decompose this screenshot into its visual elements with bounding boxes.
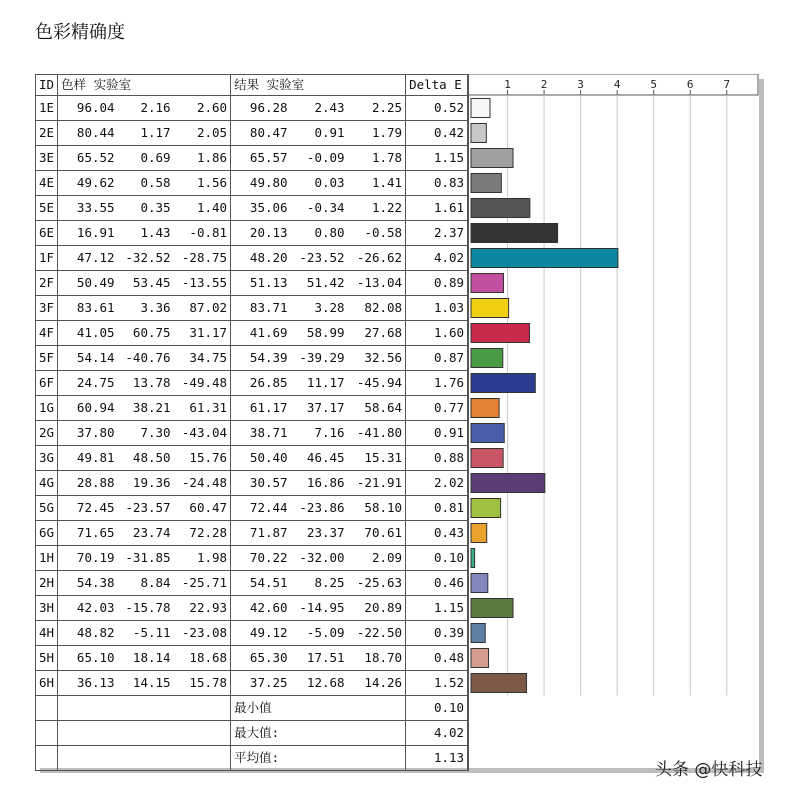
result-l: 65.30 (231, 646, 291, 671)
sample-a: 23.74 (118, 521, 174, 546)
sample-l: 80.44 (58, 121, 118, 146)
sample-l: 60.94 (58, 396, 118, 421)
color-accuracy-table (35, 74, 759, 768)
sample-b: -43.04 (174, 421, 231, 446)
result-l: 70.22 (231, 546, 291, 571)
data-table (35, 74, 468, 771)
result-b: 1.79 (348, 121, 406, 146)
sample-a: 1.17 (118, 121, 174, 146)
result-b: 14.26 (348, 671, 406, 696)
tick-label: 6 (686, 78, 694, 91)
bar-1F (471, 249, 618, 268)
bar-3E (471, 149, 513, 168)
row-id: 1G (36, 396, 58, 421)
bar-6H (471, 674, 527, 693)
sample-a: 19.36 (118, 471, 174, 496)
sample-b: -13.55 (174, 271, 231, 296)
table-row (36, 571, 468, 596)
result-a: -23.52 (291, 246, 348, 271)
tick-label: 3 (577, 78, 584, 91)
header-sample: 色样 实验室 (58, 75, 231, 96)
result-a: 23.37 (291, 521, 348, 546)
delta-e-value: 0.91 (406, 421, 468, 446)
result-l: 49.12 (231, 621, 291, 646)
table-row (36, 96, 468, 121)
result-l: 96.28 (231, 96, 291, 121)
sample-a: 8.84 (118, 571, 174, 596)
row-id: 5G (36, 496, 58, 521)
delta-e-value: 1.61 (406, 196, 468, 221)
table-row (36, 246, 468, 271)
sample-a: -32.52 (118, 246, 174, 271)
bar-2E (471, 124, 486, 143)
tick-label: 5 (650, 78, 658, 91)
result-a: 0.03 (291, 171, 348, 196)
bar-2H (471, 574, 488, 593)
sample-b: 1.86 (174, 146, 231, 171)
result-l: 71.87 (231, 521, 291, 546)
delta-e-value: 1.15 (406, 146, 468, 171)
result-l: 49.80 (231, 171, 291, 196)
summary-value: 0.10 (406, 696, 468, 721)
sample-l: 96.04 (58, 96, 118, 121)
sample-b: 15.76 (174, 446, 231, 471)
table-row (36, 221, 468, 246)
row-id: 3G (36, 446, 58, 471)
result-b: -45.94 (348, 371, 406, 396)
result-a: -39.29 (291, 346, 348, 371)
table-row (36, 671, 468, 696)
sample-l: 16.91 (58, 221, 118, 246)
sample-l: 65.52 (58, 146, 118, 171)
sample-b: 2.60 (174, 96, 231, 121)
table-row (36, 496, 468, 521)
watermark: 头条 @快科技 (655, 760, 763, 780)
bar-2F (471, 274, 504, 293)
table-row (36, 121, 468, 146)
sample-l: 49.81 (58, 446, 118, 471)
sample-l: 37.80 (58, 421, 118, 446)
bar-6G (471, 524, 487, 543)
header-id: ID (36, 75, 58, 96)
sample-b: 1.40 (174, 196, 231, 221)
table-row (36, 621, 468, 646)
summary-blank-2 (58, 746, 231, 771)
result-l: 26.85 (231, 371, 291, 396)
result-b: 1.22 (348, 196, 406, 221)
sample-l: 54.38 (58, 571, 118, 596)
delta-e-value: 0.52 (406, 96, 468, 121)
row-id: 2E (36, 121, 58, 146)
delta-e-value: 0.81 (406, 496, 468, 521)
tick-label: 2 (540, 78, 548, 91)
result-a: 0.80 (291, 221, 348, 246)
row-id: 1H (36, 546, 58, 571)
result-b: 58.64 (348, 396, 406, 421)
summary-label: 最大值: (231, 721, 406, 746)
row-id: 5F (36, 346, 58, 371)
row-id: 6H (36, 671, 58, 696)
delta-e-value: 0.89 (406, 271, 468, 296)
summary-blank (36, 721, 58, 746)
sample-b: -28.75 (174, 246, 231, 271)
summary-value: 4.02 (406, 721, 468, 746)
sample-b: 34.75 (174, 346, 231, 371)
table-header-row (36, 75, 468, 96)
delta-e-value: 1.52 (406, 671, 468, 696)
result-a: 0.91 (291, 121, 348, 146)
row-id: 6E (36, 221, 58, 246)
bar-1H (471, 549, 475, 568)
result-a: 7.16 (291, 421, 348, 446)
bar-6F (471, 374, 535, 393)
result-a: 51.42 (291, 271, 348, 296)
result-a: 3.28 (291, 296, 348, 321)
bar-6E (471, 224, 558, 243)
result-b: 15.31 (348, 446, 406, 471)
sample-b: 72.28 (174, 521, 231, 546)
result-b: -41.80 (348, 421, 406, 446)
delta-e-value: 0.88 (406, 446, 468, 471)
sample-b: 61.31 (174, 396, 231, 421)
sample-a: -5.11 (118, 621, 174, 646)
sample-a: 2.16 (118, 96, 174, 121)
table-row (36, 171, 468, 196)
bar-4H (471, 624, 485, 643)
sample-l: 72.45 (58, 496, 118, 521)
sample-a: 60.75 (118, 321, 174, 346)
result-a: 37.17 (291, 396, 348, 421)
sample-b: 87.02 (174, 296, 231, 321)
sample-a: 53.45 (118, 271, 174, 296)
result-b: -21.91 (348, 471, 406, 496)
result-b: 18.70 (348, 646, 406, 671)
summary-value: 1.13 (406, 746, 468, 771)
table-row (36, 521, 468, 546)
page-title: 色彩精确度 (35, 22, 125, 43)
result-a: -5.09 (291, 621, 348, 646)
row-id: 3H (36, 596, 58, 621)
tick-label: 4 (613, 78, 621, 91)
bar-3G (471, 449, 503, 468)
header-result: 结果 实验室 (231, 75, 406, 96)
result-b: 58.10 (348, 496, 406, 521)
table-row (36, 421, 468, 446)
table-row (36, 196, 468, 221)
delta-e-value: 1.76 (406, 371, 468, 396)
summary-row (36, 696, 468, 721)
sample-l: 28.88 (58, 471, 118, 496)
sample-b: 18.68 (174, 646, 231, 671)
bar-1E (471, 99, 490, 118)
table-row (36, 296, 468, 321)
sample-b: -49.48 (174, 371, 231, 396)
tick-label: 7 (723, 78, 731, 91)
result-l: 61.17 (231, 396, 291, 421)
summary-label: 最小值 (231, 696, 406, 721)
result-b: -26.62 (348, 246, 406, 271)
table-row (36, 271, 468, 296)
sample-l: 42.03 (58, 596, 118, 621)
sample-b: -0.81 (174, 221, 231, 246)
sample-b: 60.47 (174, 496, 231, 521)
result-a: 46.45 (291, 446, 348, 471)
row-id: 4E (36, 171, 58, 196)
sample-b: 15.78 (174, 671, 231, 696)
table-row (36, 471, 468, 496)
result-l: 65.57 (231, 146, 291, 171)
summary-blank-2 (58, 696, 231, 721)
sample-l: 33.55 (58, 196, 118, 221)
delta-e-value: 0.39 (406, 621, 468, 646)
sample-a: -23.57 (118, 496, 174, 521)
result-l: 48.20 (231, 246, 291, 271)
table-row (36, 146, 468, 171)
bar-3F (471, 299, 509, 318)
summary-row (36, 746, 468, 771)
table-row (36, 596, 468, 621)
result-b: 1.41 (348, 171, 406, 196)
delta-e-value: 1.03 (406, 296, 468, 321)
row-id: 5H (36, 646, 58, 671)
result-l: 41.69 (231, 321, 291, 346)
result-a: 17.51 (291, 646, 348, 671)
delta-e-value: 0.83 (406, 171, 468, 196)
sample-l: 36.13 (58, 671, 118, 696)
sample-b: -23.08 (174, 621, 231, 646)
bar-4G (471, 474, 545, 493)
result-l: 37.25 (231, 671, 291, 696)
bar-5G (471, 499, 501, 518)
summary-row (36, 721, 468, 746)
table-row (36, 346, 468, 371)
table-row (36, 646, 468, 671)
result-b: 27.68 (348, 321, 406, 346)
sample-l: 65.10 (58, 646, 118, 671)
delta-e-value: 1.60 (406, 321, 468, 346)
sample-a: 38.21 (118, 396, 174, 421)
row-id: 6F (36, 371, 58, 396)
row-id: 2G (36, 421, 58, 446)
row-id: 3F (36, 296, 58, 321)
sample-a: 0.69 (118, 146, 174, 171)
sample-l: 48.82 (58, 621, 118, 646)
sample-a: 0.35 (118, 196, 174, 221)
sample-l: 24.75 (58, 371, 118, 396)
bar-4F (471, 324, 529, 343)
sample-a: -15.78 (118, 596, 174, 621)
result-a: -32.00 (291, 546, 348, 571)
sample-b: -24.48 (174, 471, 231, 496)
bar-1G (471, 399, 499, 418)
result-b: -13.04 (348, 271, 406, 296)
result-b: -22.50 (348, 621, 406, 646)
result-b: 20.89 (348, 596, 406, 621)
sample-l: 70.19 (58, 546, 118, 571)
sample-a: 3.36 (118, 296, 174, 321)
result-l: 83.71 (231, 296, 291, 321)
result-a: 58.99 (291, 321, 348, 346)
row-id: 5E (36, 196, 58, 221)
sample-b: 1.56 (174, 171, 231, 196)
table-row (36, 446, 468, 471)
summary-label: 平均值: (231, 746, 406, 771)
result-b: -25.63 (348, 571, 406, 596)
row-id: 4G (36, 471, 58, 496)
delta-e-value: 2.37 (406, 221, 468, 246)
result-b: 32.56 (348, 346, 406, 371)
result-l: 20.13 (231, 221, 291, 246)
row-id: 2H (36, 571, 58, 596)
delta-e-value: 1.15 (406, 596, 468, 621)
bar-4E (471, 174, 501, 193)
result-a: -0.09 (291, 146, 348, 171)
table-row (36, 396, 468, 421)
sample-b: 2.05 (174, 121, 231, 146)
row-id: 3E (36, 146, 58, 171)
row-id: 4F (36, 321, 58, 346)
result-a: 11.17 (291, 371, 348, 396)
row-id: 1E (36, 96, 58, 121)
row-id: 2F (36, 271, 58, 296)
result-a: -14.95 (291, 596, 348, 621)
result-b: 70.61 (348, 521, 406, 546)
bar-2G (471, 424, 504, 443)
result-a: -0.34 (291, 196, 348, 221)
result-l: 72.44 (231, 496, 291, 521)
sample-a: 1.43 (118, 221, 174, 246)
sample-l: 50.49 (58, 271, 118, 296)
sample-b: -25.71 (174, 571, 231, 596)
row-id: 1F (36, 246, 58, 271)
bar-5F (471, 349, 503, 368)
delta-e-value: 0.43 (406, 521, 468, 546)
sample-b: 1.98 (174, 546, 231, 571)
row-id: 6G (36, 521, 58, 546)
sample-l: 47.12 (58, 246, 118, 271)
result-b: -0.58 (348, 221, 406, 246)
sample-l: 41.05 (58, 321, 118, 346)
result-b: 1.78 (348, 146, 406, 171)
sample-l: 49.62 (58, 171, 118, 196)
result-l: 50.40 (231, 446, 291, 471)
sample-b: 22.93 (174, 596, 231, 621)
sample-a: 48.50 (118, 446, 174, 471)
table-row (36, 371, 468, 396)
result-b: 2.25 (348, 96, 406, 121)
sample-a: 14.15 (118, 671, 174, 696)
sample-a: -31.85 (118, 546, 174, 571)
result-l: 54.39 (231, 346, 291, 371)
delta-e-value: 0.87 (406, 346, 468, 371)
sample-a: -40.76 (118, 346, 174, 371)
sample-a: 18.14 (118, 646, 174, 671)
table-row (36, 321, 468, 346)
result-l: 51.13 (231, 271, 291, 296)
result-l: 38.71 (231, 421, 291, 446)
result-l: 54.51 (231, 571, 291, 596)
sample-b: 31.17 (174, 321, 231, 346)
delta-e-value: 4.02 (406, 246, 468, 271)
bar-3H (471, 599, 513, 618)
result-l: 42.60 (231, 596, 291, 621)
result-a: 2.43 (291, 96, 348, 121)
result-a: 16.86 (291, 471, 348, 496)
result-l: 30.57 (231, 471, 291, 496)
result-l: 35.06 (231, 196, 291, 221)
delta-e-bar-chart (468, 74, 759, 771)
delta-e-value: 2.02 (406, 471, 468, 496)
result-b: 2.09 (348, 546, 406, 571)
sample-a: 7.30 (118, 421, 174, 446)
result-a: -23.86 (291, 496, 348, 521)
delta-e-value: 0.77 (406, 396, 468, 421)
row-id: 4H (36, 621, 58, 646)
bar-5E (471, 199, 530, 218)
summary-blank (36, 696, 58, 721)
bar-5H (471, 649, 489, 668)
table-row (36, 546, 468, 571)
result-a: 12.68 (291, 671, 348, 696)
summary-blank (36, 746, 58, 771)
result-l: 80.47 (231, 121, 291, 146)
sample-a: 13.78 (118, 371, 174, 396)
delta-e-value: 0.42 (406, 121, 468, 146)
result-b: 82.08 (348, 296, 406, 321)
sample-a: 0.58 (118, 171, 174, 196)
result-a: 8.25 (291, 571, 348, 596)
sample-l: 71.65 (58, 521, 118, 546)
header-delta-e: Delta E (406, 75, 468, 96)
sample-l: 83.61 (58, 296, 118, 321)
summary-blank-2 (58, 721, 231, 746)
tick-label: 1 (504, 78, 511, 91)
delta-e-value: 0.48 (406, 646, 468, 671)
delta-e-value: 0.10 (406, 546, 468, 571)
delta-e-value: 0.46 (406, 571, 468, 596)
sample-l: 54.14 (58, 346, 118, 371)
